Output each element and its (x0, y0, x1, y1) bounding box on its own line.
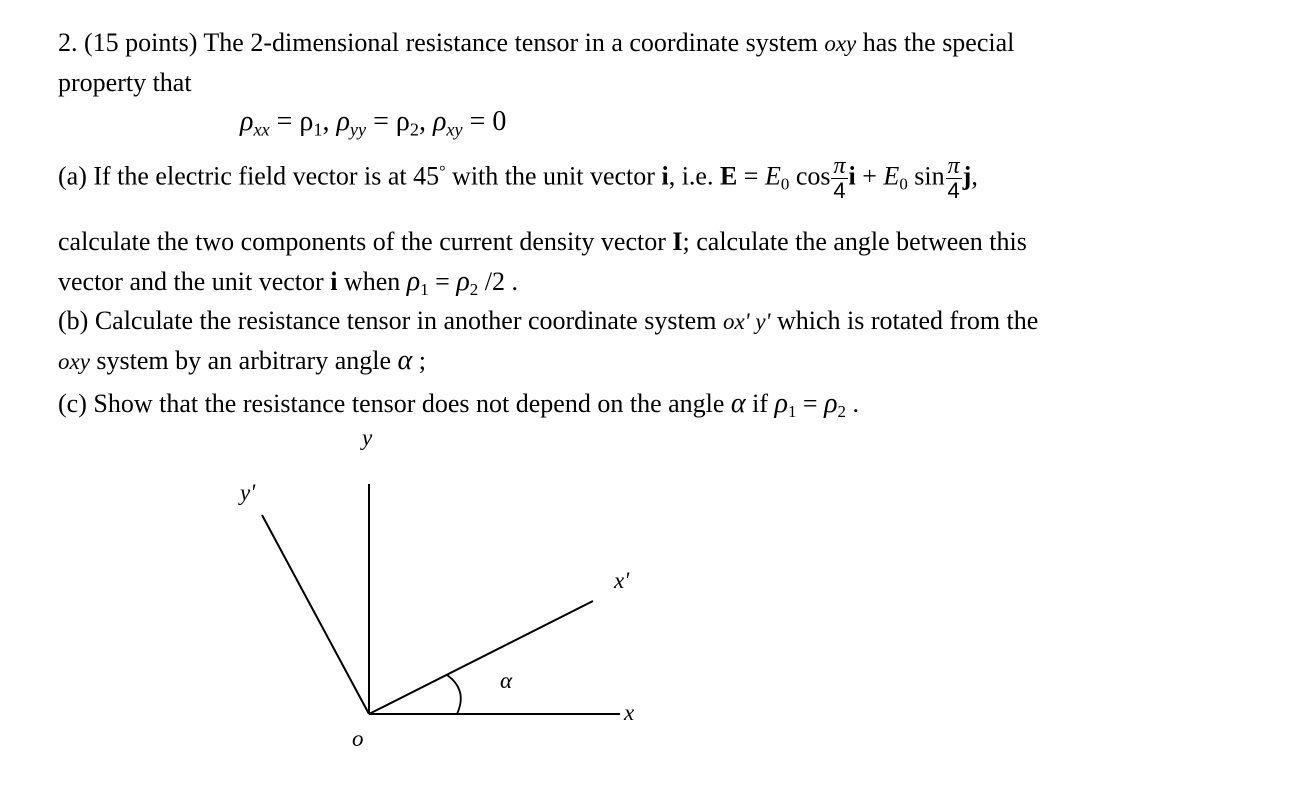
origin-label: o (352, 726, 364, 751)
over-two: /2 . (478, 267, 518, 296)
part-a-text-2: with the unit vector (445, 161, 662, 191)
y-axis-label: y (362, 425, 373, 450)
equals-sign: = (428, 267, 457, 296)
problem-line-1-after: has the special (856, 28, 1015, 57)
part-a-text-1: (a) If the electric field vector is at 45 (58, 161, 440, 191)
part-b-text-4: ; (412, 346, 426, 375)
degree-symbol: ° (439, 163, 446, 181)
sub-xy: xy (446, 119, 463, 140)
sub-2: 2 (409, 119, 419, 140)
unit-vector-i: i (848, 161, 856, 191)
x-axis-label: x (624, 700, 635, 725)
rho-symbol: ρ (240, 106, 254, 137)
part-a-text-3: , i.e. (668, 161, 720, 191)
sub-yy: yy (349, 119, 367, 140)
sub-1: 1 (787, 402, 797, 422)
rho2-symbol: ρ (824, 388, 838, 419)
unit-vector-i: i (330, 267, 338, 296)
oxy-label: oxy (824, 31, 857, 56)
pi-numerator: π (947, 153, 960, 179)
eq-rho2: = ρ (366, 106, 410, 137)
oxy-label: oxy (58, 349, 90, 374)
current-density-I: I (672, 227, 683, 256)
rho2-symbol: ρ (456, 266, 470, 297)
part-b-text-3: system by an arbitrary angle (89, 346, 398, 375)
rho1-symbol: ρ (774, 388, 788, 419)
alpha-angle-label: α (500, 668, 513, 693)
cos-function: cos (789, 161, 831, 191)
alpha-arc (447, 675, 461, 714)
eq-zero: = 0 (462, 106, 507, 137)
part-b-text-2: which is rotated from the (770, 306, 1039, 335)
plus-sign: + (855, 161, 884, 191)
alpha-symbol: α (730, 388, 746, 419)
eq-rho1: = ρ (269, 106, 314, 137)
electric-field-E: E (719, 161, 738, 191)
four-denominator: 4 (947, 178, 960, 203)
y-prime-axis-line (262, 515, 369, 714)
period: . (846, 389, 859, 418)
rho-symbol: ρ (432, 106, 447, 137)
pi-numerator: π (833, 153, 846, 179)
equals-sign: = (796, 389, 825, 418)
sin-function: sin (907, 161, 945, 191)
x-prime-axis-line (369, 601, 593, 714)
oxpyp-label: ox' y' (722, 309, 771, 334)
part-a-line-2b: ; calculate the angle between this (682, 227, 1027, 256)
sub-0: 0 (780, 174, 790, 194)
sub-0: 0 (899, 174, 908, 194)
part-c-text-1: (c) Show that the resistance tensor does not depend on the angle (58, 389, 731, 418)
y-prime-axis-label: y' (240, 480, 256, 505)
rho1-symbol: ρ (406, 266, 421, 297)
part-a-line-2a: calculate the two components of the current density vector (58, 227, 673, 256)
sub-2: 2 (837, 402, 846, 422)
sub-1: 1 (420, 280, 429, 300)
part-b-text-1: (b) Calculate the resistance tensor in another coordinate system (58, 306, 723, 335)
sub-xx: xx (253, 119, 270, 140)
problem-line-1-before: 2. (15 points) The 2-dimensional resistance tensor in a coordinate system (58, 28, 825, 57)
sub-1: 1 (313, 119, 323, 140)
E0-symbol: E (883, 161, 900, 191)
part-a-line-3b: when (337, 267, 407, 296)
separator-2: , (418, 106, 433, 137)
part-c-text-2: if (745, 389, 775, 418)
unit-vector-j: j (962, 161, 972, 191)
sub-2: 2 (469, 280, 479, 300)
unit-vector-i: i (661, 161, 669, 191)
problem-line-2: property that (58, 68, 192, 97)
E0-symbol: E (764, 161, 781, 191)
rho-symbol: ρ (336, 106, 350, 137)
equals-sign: = (737, 161, 765, 191)
comma: , (971, 161, 978, 191)
alpha-symbol: α (397, 345, 413, 376)
four-denominator: 4 (833, 178, 846, 203)
x-prime-axis-label: x' (614, 568, 630, 593)
separator-1: , (322, 106, 337, 137)
part-a-line-3a: vector and the unit vector (58, 267, 331, 296)
